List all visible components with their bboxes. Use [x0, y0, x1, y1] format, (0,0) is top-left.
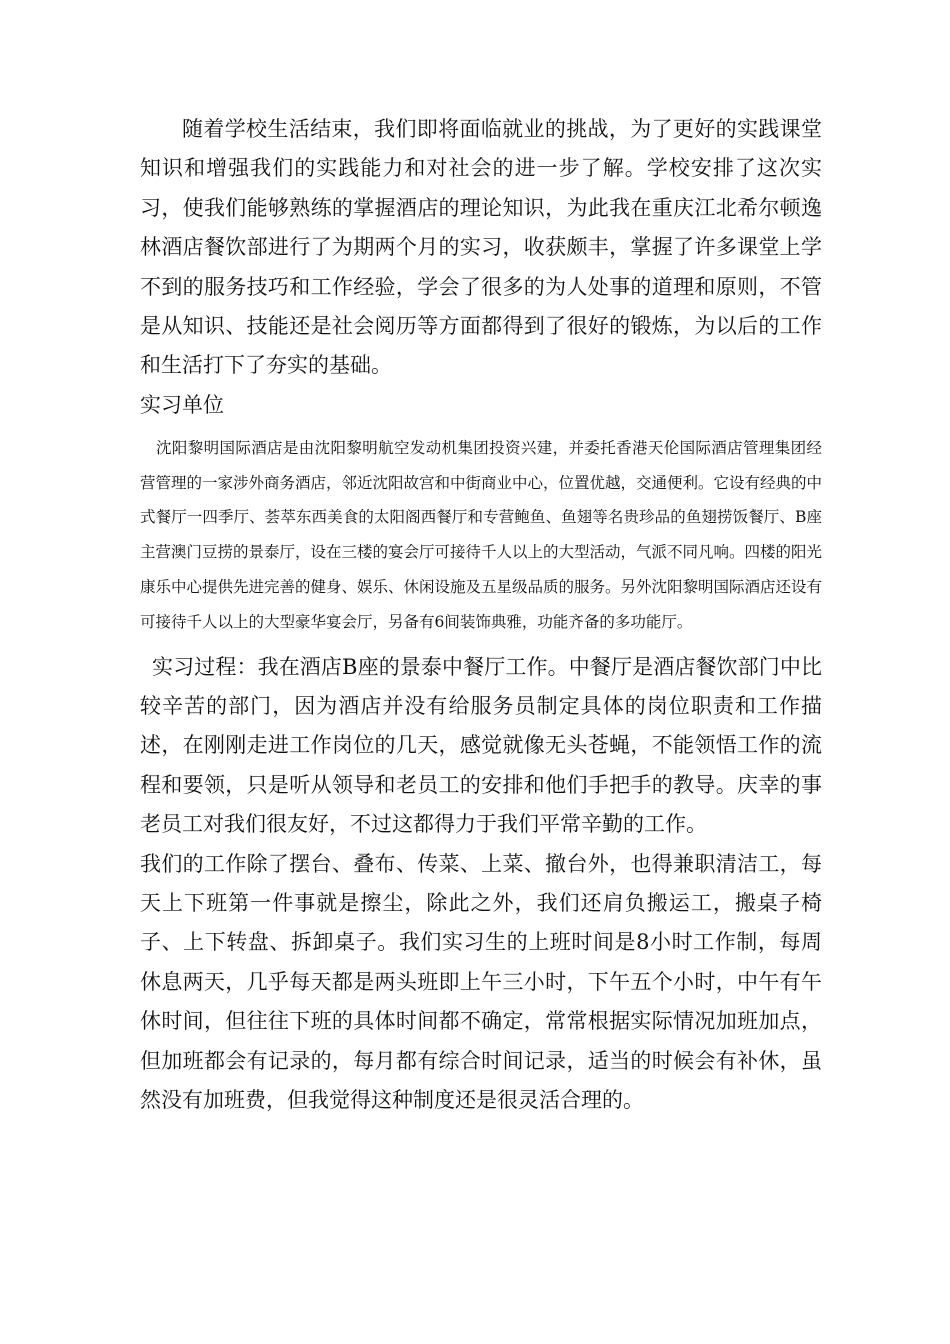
section-heading-internship-unit: 实习单位 — [140, 392, 224, 417]
unit-description-paragraph: 沈阳黎明国际酒店是由沈阳黎明航空发动机集团投资兴建，并委托香港天伦国际酒店管理集团经营管理的一家涉外商务酒店，邻近沈阳故宫和中街商业中心，位置优越，交通便利。它设有经典的中式餐厅一四季厅、荟萃东西美食的太阳阁西餐厅和专营鲍鱼、鱼翅等名贵珍品的鱼翅捞饭餐厅、B座主营澳门豆捞的景泰厅，设在三楼的宴会厅可接待千人以上的大型活动，气派不同凡响。四楼的阳光康乐中心提供先进完善的健身、娱乐、休闲设施及五星级品质的服务。另外沈阳黎明国际酒店还设有可接待千人以上的大型豪华宴会厅，另备有6间装饰典雅，功能齐备的多功能厅。 — [140, 438, 823, 631]
document-page — [140, 110, 822, 1121]
intro-paragraph: 随着学校生活结束，我们即将面临就业的挑战，为了更好的实践课堂知识和增强我们的实践能力和对社会的进一步了解。学校安排了这次实习，使我们能够熟练的掌握酒店的理论知识，为此我在重庆江北希尔顿逸林酒店餐饮部进行了为期两个月的实习，收获颇丰，掌握了许多课堂上学不到的服务技巧和工作经验，学会了很多的为人处事的道理和原则，不管是从知识、技能还是社会阅历等方面都得到了很好的锻炼，为以后的工作和生活打下了夯实的基础。 — [140, 117, 822, 378]
process-paragraph: 实习过程：我在酒店B座的景泰中餐厅工作。中餐厅是酒店餐饮部门中比较辛苦的部门，因为酒店并没有给服务员制定具体的岗位职责和工作描述，在刚刚走进工作岗位的几天，感觉就像无头苍蝇，不能领悟工作的流程和要领，只是听从领导和老员工的安排和他们手把手的教导。庆幸的事老员工对我们很友好，不过这都得力于我们平常辛勤的工作。 — [140, 654, 822, 837]
work-paragraph: 我们的工作除了摆台、叠布、传菜、上菜、撤台外，也得兼职清洁工，每天上下班第一件事就是擦尘，除此之外，我们还肩负搬运工，搬桌子椅子、上下转盘、拆卸桌子。我们实习生的上班时间是8小时工作制，每周休息两天，几乎每天都是两头班即上午三小时，下午五个小时，中午有午休时间，但往往下班的具体时间都不确定，常常根据实际情况加班加点，但加班都会有记录的，每月都有综合时间记录，适当的时候会有补休，虽然没有加班费，但我觉得这种制度还是很灵活合理的。 — [140, 851, 822, 1113]
